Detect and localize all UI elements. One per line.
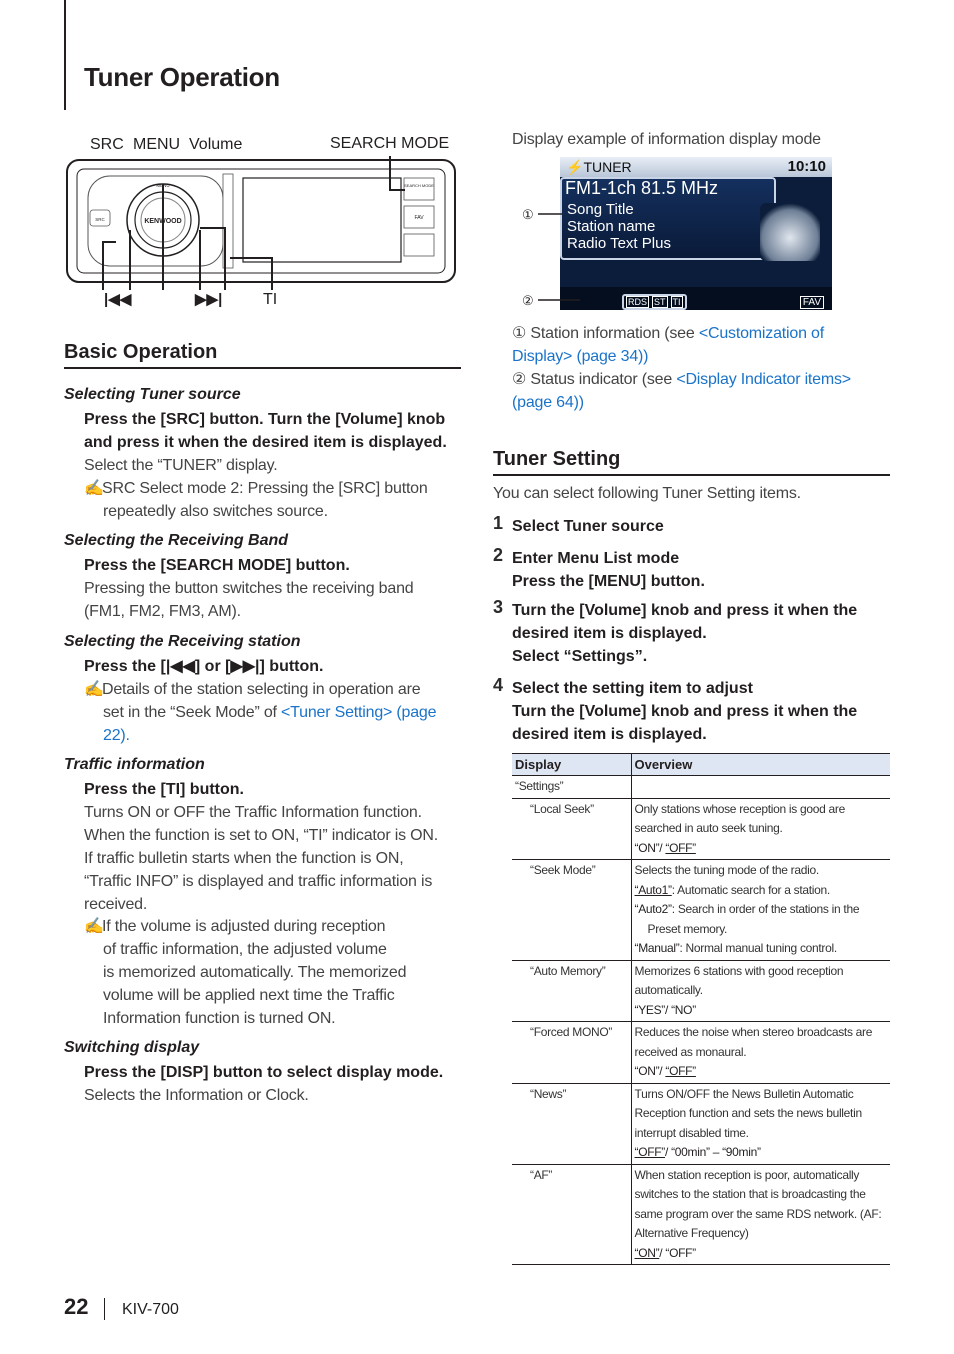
page-number: 22: [64, 1294, 89, 1319]
header-rule: [64, 0, 66, 110]
screen-text-lines: Song Title Station name Radio Text Plus: [567, 201, 671, 252]
step-1: 1 Select Tuner source: [493, 513, 664, 535]
unit-menu-text: MENU: [156, 183, 170, 188]
section-note: ✍SRC Select mode 2: Pressing the [SRC] button repeatedly also switches source.: [84, 477, 428, 523]
section-action: Press the [SEARCH MODE] button.: [84, 557, 350, 574]
label-prev: |◀◀: [104, 291, 132, 308]
table-header-display: Display: [512, 754, 631, 776]
section-title: Selecting the Receiving Band: [64, 532, 289, 549]
screen-fav: FAV: [800, 296, 824, 309]
section-body: Turns ON or OFF the Traffic Information function. When the function is set to ON, “TI” indicator is ON. If traffic bulletin starts when the function is ON, “Traffic INFO” is displayed and traffic information is received.: [84, 804, 438, 913]
footer-separator: [104, 1298, 105, 1320]
section-title: Traffic information: [64, 756, 205, 773]
section-note: ✍If the volume is adjusted during reception of traffic information, the adjusted volume is memorized automatically. The memorized volume will be applied next time the Traffic Information function is turned ON.: [84, 915, 406, 1030]
note-pencil-icon: ✍: [84, 681, 104, 698]
tuner-setting-heading: Tuner Setting: [493, 448, 621, 470]
indicator-items-link[interactable]: <Display Indicator items> (page 64)): [512, 371, 851, 411]
settings-table: [512, 753, 890, 1265]
section-note: ✍Details of the station selecting in operation are set in the “Seek Mode” of <Tuner Setting> (page 22).: [84, 678, 436, 747]
section-title: Selecting the Receiving station: [64, 633, 301, 650]
table-row: “AF” When station reception is poor, automatically switches to the station that is broadcasting the same program over the same RDS network. (AF: Alternative Frequency) “ON”/ “OFF”: [512, 1164, 890, 1265]
section-title: Switching display: [64, 1039, 200, 1056]
page-title: Tuner Operation: [84, 62, 280, 92]
model-name: KIV-700: [122, 1301, 179, 1318]
section-body: Selects the Information or Clock.: [84, 1087, 309, 1104]
table-header-overview: Overview: [631, 754, 890, 776]
basic-operation-heading: Basic Operation: [64, 341, 218, 363]
display-example-caption: Display example of information display mode: [512, 131, 821, 148]
table-root-item: “Settings”: [512, 776, 631, 799]
label-menu: MENU: [133, 136, 181, 153]
note-pencil-icon: ✍: [84, 480, 104, 497]
label-search-mode: SEARCH MODE: [330, 135, 450, 152]
label-next: ▶▶|: [195, 291, 223, 308]
tuner-setting-rule: [493, 474, 890, 476]
callout-list: ① Station information (see <Customization of Display> (page 34)) ② Status indicator (see <Display Indicator items> (page 64)): [512, 325, 851, 411]
basic-operation-rule: [64, 367, 461, 369]
section-body: Pressing the button switches the receiving band (FM1, FM2, FM3, AM).: [84, 580, 414, 620]
section-action: Press the [TI] button.: [84, 781, 244, 798]
note-pencil-icon: ✍: [84, 918, 104, 935]
antenna-icon: ⚡: [566, 159, 584, 175]
section-action: Press the [DISP] button to select display mode.: [84, 1064, 444, 1081]
table-row: “Local Seek” Only stations whose reception is good are searched in auto seek tuning. “ON”/ “OFF”: [512, 798, 890, 860]
screen-frequency: FM1-1ch 81.5 MHz: [565, 178, 719, 198]
label-ti: TI: [263, 291, 278, 308]
step-4: 4 Select the setting item to adjust Turn the [Volume] knob and press it when the desired item is displayed.: [493, 675, 858, 743]
section-action: Press the [SRC] button. Turn the [Volume] knob and press it when the desired item is displayed.: [84, 411, 447, 451]
table-row: “Forced MONO” Reduces the noise when stereo broadcasts are received as monaural. “ON”/ “OFF”: [512, 1022, 890, 1084]
section-body: Select the “TUNER” display.: [84, 457, 278, 474]
table-row: “Auto Memory” Memorizes 6 stations with good reception automatically. “YES”/ “NO”: [512, 960, 890, 1022]
screen-clock: 10:10: [787, 158, 826, 175]
satellite-dish-icon: [760, 203, 820, 261]
label-src: SRC: [90, 136, 124, 153]
step-3: 3 Turn the [Volume] knob and press it when the desired item is displayed. Select “Settings”.: [493, 597, 858, 665]
callout-marker-1: ①: [522, 207, 534, 222]
label-volume: Volume: [189, 136, 243, 153]
customization-link[interactable]: <Customization of Display> (page 34)): [512, 325, 824, 365]
unit-fav-text: FAV: [414, 215, 424, 221]
table-row: “Seek Mode” Selects the tuning mode of the radio. “Auto1”: Automatic search for a station. “Auto2”: Search in order of the stations in the Preset memory. “Manual”: Normal manual tuning control.: [512, 860, 890, 961]
search-mode-button[interactable]: [404, 178, 434, 200]
unit-src-text: SRC: [95, 217, 105, 222]
screen-source: ⚡TUNER: [566, 159, 632, 175]
tuner-setting-link-cont[interactable]: 22).: [103, 727, 130, 744]
tuner-setting-intro: You can select following Tuner Setting items.: [493, 485, 801, 502]
unit-search-text: SEARCH MODE: [404, 183, 434, 188]
table-row: “News” Turns ON/OFF the News Bulletin Automatic Reception function and sets the news bulletin interrupt disabled time. “OFF”/ “00min” – “90min”: [512, 1083, 890, 1164]
head-unit-diagram: [60, 150, 460, 290]
display-screen: [560, 157, 832, 310]
status-indicators: RDS ST TI: [622, 294, 687, 310]
step-2: 2 Enter Menu List mode Press the [MENU] button.: [493, 545, 705, 590]
section-title: Selecting Tuner source: [64, 386, 241, 403]
callout-marker-2: ②: [522, 293, 534, 308]
callout-lines: [520, 200, 580, 310]
tuner-setting-link[interactable]: <Tuner Setting> (page: [281, 704, 437, 721]
brand-logo: KENWOOD: [144, 218, 182, 225]
section-action: Press the [|◀◀] or [▶▶|] button.: [84, 658, 324, 675]
unit-screen: [243, 178, 401, 262]
